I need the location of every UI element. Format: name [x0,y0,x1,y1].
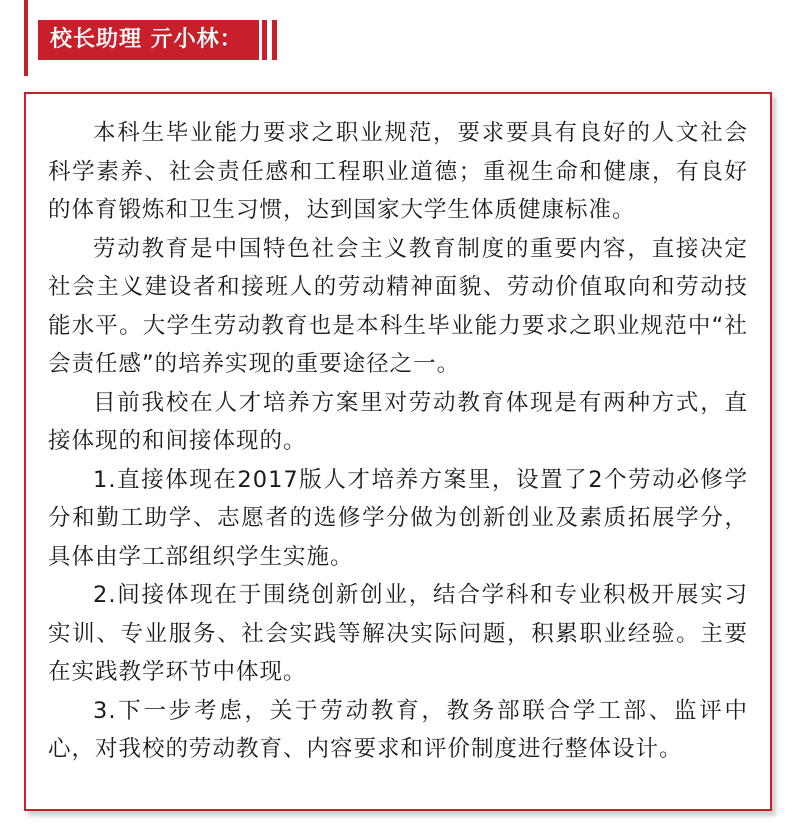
quote-box [24,92,772,811]
quote-content [26,94,770,769]
paragraph-1: 本科生毕业能力要求之职业规范，要求要具有良好的人文社会科学素养、社会责任感和工程职业道德；重视生命和健康，有良好的体育锻炼和卫生习惯，达到国家大学生体质健康标准。 [48,120,748,223]
paragraph-6: 3.下一步考虑，关于劳动教育，教务部联合学工部、监评中心，对我校的劳动教育、内容要求和评价制度进行整体设计。 [48,697,748,762]
paragraph-2: 劳动教育是中国特色社会主义教育制度的重要内容，直接决定社会主义建设者和接班人的劳动精神面貌、劳动价值取向和劳动技能水平。大学生劳动教育也是本科生毕业能力要求之职业规范中“社会责任感”的培养实现的重要途径之一。 [48,235,748,377]
header-bar [272,20,277,60]
header-bar [262,20,267,60]
header-decoration [262,20,286,60]
paragraph-4: 1.直接体现在2017版人才培养方案里，设置了2个劳动必修学分和勤工助学、志愿者的选修学分做为创新创业及素质拓展学分，具体由学工部组织学生实施。 [48,466,748,570]
paragraph-3: 目前我校在人才培养方案里对劳动教育体现是有两种方式，直接体现的和间接体现的。 [48,389,748,454]
header-accent-rule [24,0,28,76]
speaker-title: 校长助理 亓小林： [38,20,259,60]
paragraph-5: 2.间接体现在于围绕创新创业，结合学科和专业积极开展实习实训、专业服务、社会实践等解决实际问题，积累职业经验。主要在实践教学环节中体现。 [48,582,748,685]
